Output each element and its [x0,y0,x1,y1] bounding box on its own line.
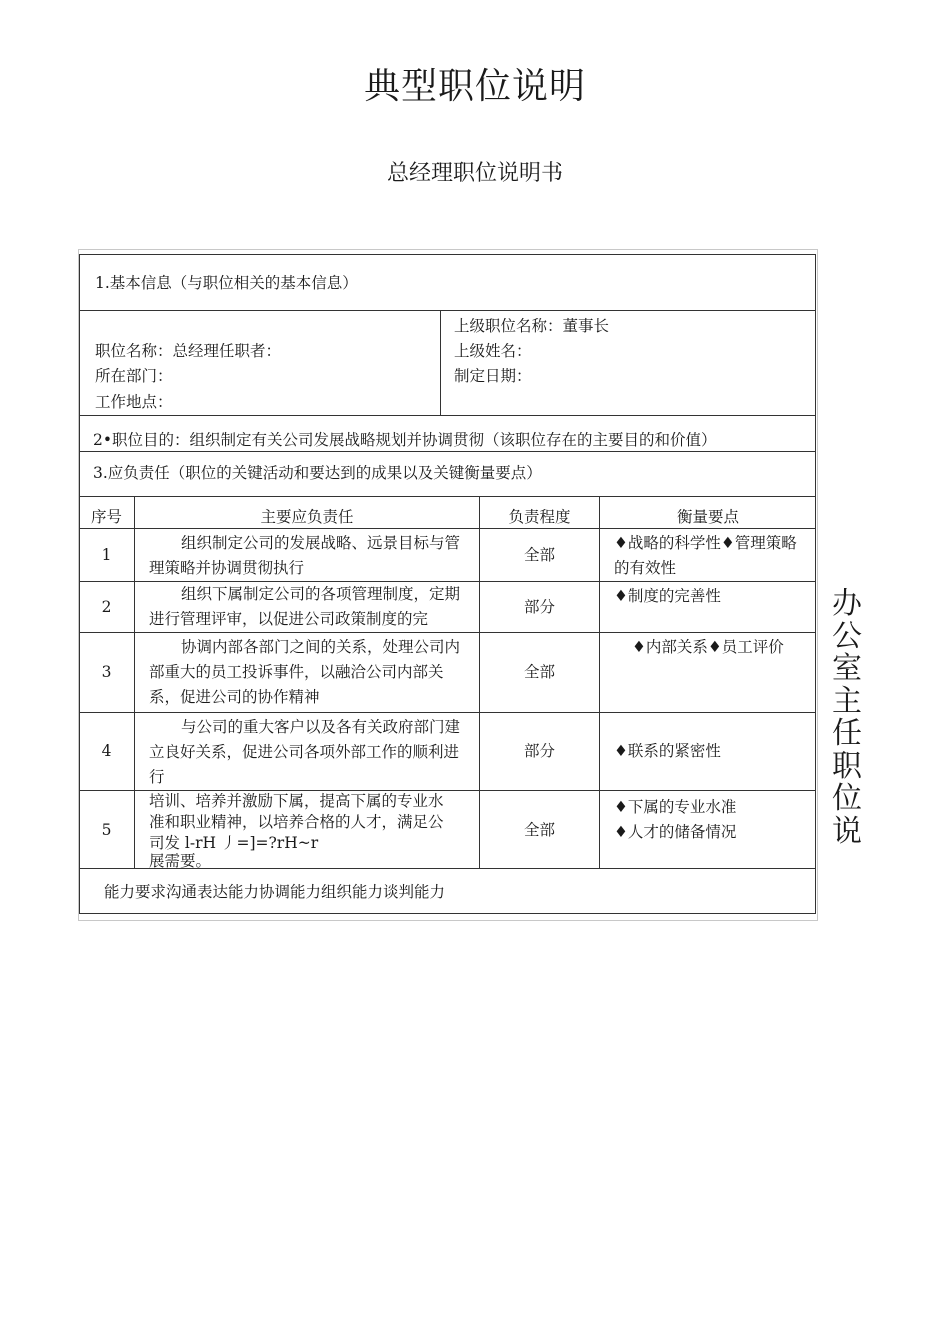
col-header-degree: 负责程度 [479,497,599,529]
duties-heading: 3.应负责任（职位的关键活动和要达到的成果以及关键衡量要点） [93,464,542,482]
row-5-no: 5 [101,821,112,839]
row-4-measure-text: ♦联系的紧密性 [614,742,721,760]
row-5-duty-line-4: 展需要。 [149,852,212,869]
col-header-duty: 主要应负责任 [134,497,479,529]
department-line: 所在部门： [95,367,173,385]
row-1-degree: 全部 [479,529,599,582]
row-5-duty-line-1: 培训、培养并激励下属，提高下属的专业水 [149,792,444,810]
document-title: 典型职位说明 [363,66,586,107]
side-char-3: 室 [832,651,862,686]
side-char-4: 主 [832,683,862,719]
ability-text: 能力要求沟通表达能力协调能力组织能力谈判能力 [104,883,446,901]
side-char-7: 位 [832,781,862,816]
date-line: 制定日期： [454,367,532,385]
row-5-measure-line-2: ♦人才的储备情况 [614,823,737,841]
side-char-6: 职 [832,748,862,784]
col-header-measure: 衡量要点 [599,497,816,529]
supervisor-name-line: 上级姓名： [454,342,532,360]
row-5-duty [134,791,479,869]
row-5-measure-line-1: ♦下属的专业水准 [614,798,737,816]
row-5-duty-line-3: 司发 l-rH 丿=]=?rH~r [149,834,319,852]
row-4-no: 4 [79,713,134,791]
row-4-degree: 部分 [479,713,599,791]
work-location-line: 工作地点： [95,393,173,411]
row-1-no: 1 [79,529,134,582]
row-4-duty: 与公司的重大客户以及各有关政府部门建立良好关系，促进公司各项外部工作的顺利进行 [134,713,479,791]
duties-table [79,496,816,869]
row-2-degree: 部分 [479,582,599,633]
document-subtitle: 总经理职位说明书 [386,161,563,186]
supervisor-title-line: 上级职位名称：董事长 [454,317,610,335]
row-3-no: 3 [79,633,134,713]
row-2-no: 2 [79,582,134,633]
purpose-text: 2•职位目的：组织制定有关公司发展战略规划并协调贯彻（该职位存在的主要目的和价值） [93,431,717,449]
side-char-2: 公 [832,618,862,654]
side-char-1: 办 [832,588,862,621]
row-5-measure [599,791,816,869]
row-5-degree: 全部 [479,791,599,869]
basic-info-heading: 1.基本信息（与职位相关的基本信息） [95,274,358,292]
row-3-measure: ♦内部关系♦员工评价 [599,633,816,713]
row-3-degree: 全部 [479,633,599,713]
row-2-measure: ♦制度的完善性 [599,582,816,633]
row-1-measure: ♦战略的科学性♦管理策略的有效性 [599,529,816,582]
side-vertical-text [830,588,864,850]
basic-info-divider [440,310,441,416]
row-3-duty: 协调内部各部门之间的关系，处理公司内部重大的员工投诉事件，以融洽公司内部关系，促进公司的协作精神 [134,633,479,713]
row-1-duty: 组织制定公司的发展战略、远景目标与管理策略并协调贯彻执行 [134,529,479,582]
col-header-no: 序号 [79,497,134,529]
row-4-measure [599,713,816,791]
side-char-5: 任 [832,716,862,751]
job-name-line: 职位名称：总经理任职者： [95,342,282,360]
row-5-duty-line-2: 准和职业精神，以培养合格的人才，满足公 [149,813,444,831]
row-2-duty: 组织下属制定公司的各项管理制度，定期进行管理评审，以促进公司政策制度的完 [134,582,479,633]
side-char-8: 说 [832,813,862,849]
